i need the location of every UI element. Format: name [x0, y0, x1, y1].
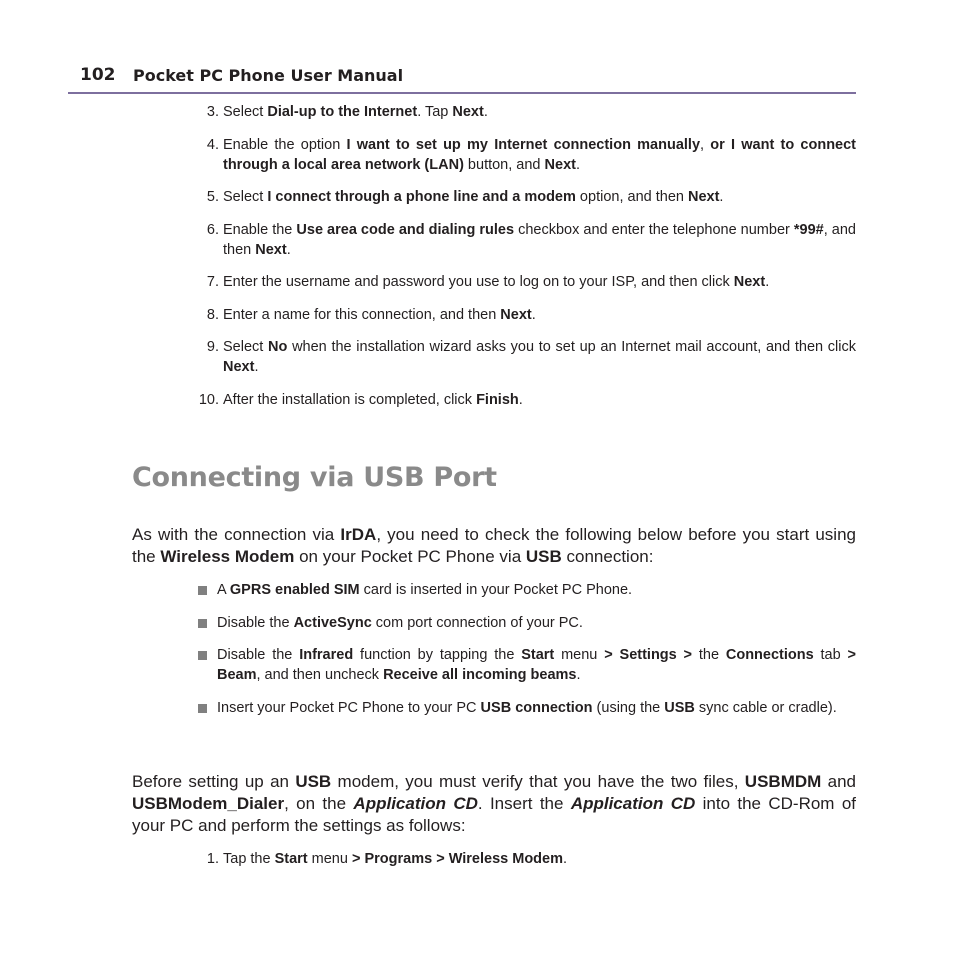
- bold-term: Receive all incoming beams: [383, 667, 577, 683]
- step-number: 1.: [206, 851, 219, 867]
- manual-title: Pocket PC Phone User Manual: [133, 66, 404, 85]
- bold-term: Use area code and dialing rules: [296, 221, 515, 238]
- checklist-item: [197, 645, 856, 685]
- bold-term: USB: [664, 699, 695, 716]
- step-number: 10.: [198, 391, 219, 408]
- bold-term: > Settings >: [604, 647, 693, 663]
- steps-list: [190, 102, 856, 422]
- text-run: .: [765, 274, 770, 290]
- step-number: 4.: [206, 136, 219, 153]
- text-run: connection:: [561, 547, 654, 566]
- text-run: Enable the option: [223, 136, 347, 153]
- text-run: , and then: [223, 221, 856, 258]
- text-run: tab: [813, 647, 848, 663]
- step-item: [190, 102, 856, 122]
- bold-term: Finish: [476, 391, 519, 408]
- bold-term: USB connection: [480, 699, 593, 716]
- checklist-item: [197, 613, 856, 633]
- text-run: on your Pocket PC Phone via: [294, 547, 526, 566]
- bold-term: Next: [255, 241, 287, 258]
- text-run: (using the: [592, 699, 665, 716]
- text-run: As with the connection via: [132, 525, 341, 544]
- step-item: [190, 849, 856, 869]
- bold-term: Wireless Modem: [160, 547, 295, 566]
- step-number: 3.: [206, 104, 219, 120]
- text-run: .: [575, 156, 580, 173]
- step-item: [190, 220, 856, 260]
- text-run: com port connection of your PC.: [371, 614, 583, 631]
- page-number: 102: [80, 65, 116, 85]
- intro-paragraph: [132, 524, 856, 568]
- bold-term: GPRS enabled SIM: [229, 582, 360, 598]
- bold-term: USBModem_Dialer: [132, 794, 285, 813]
- text-run: , on the: [284, 794, 354, 813]
- bold-term: Next: [544, 156, 576, 173]
- text-run: Enter the username and password you use to log on to your ISP, and then click: [223, 274, 734, 290]
- text-run: ,: [700, 136, 711, 153]
- square-bullet-icon: [198, 586, 207, 595]
- text-run: Before setting up an: [132, 772, 296, 791]
- square-bullet-icon: [198, 651, 207, 660]
- bold-term: Dial-up to the Internet: [267, 104, 418, 120]
- bold-term: > Beam: [217, 647, 856, 683]
- bold-term: or I want to connect through a local area network (LAN): [223, 136, 857, 173]
- text-run: .: [531, 306, 536, 323]
- text-run: Select: [223, 339, 269, 355]
- text-run: .: [254, 359, 259, 375]
- bold-term: USB: [295, 772, 332, 791]
- bold-term: No: [268, 339, 288, 355]
- text-run: .: [286, 241, 291, 258]
- page-header: [68, 64, 856, 94]
- bold-term: ActiveSync: [293, 614, 372, 631]
- step-item: [190, 305, 856, 325]
- text-run: A: [217, 582, 230, 598]
- step-item: [190, 135, 856, 175]
- text-run: modem, you must verify that you have the two files,: [331, 772, 745, 791]
- text-run: Disable the: [217, 647, 300, 663]
- text-run: menu: [554, 647, 605, 663]
- checklist: [197, 580, 856, 730]
- bold-term: Next: [687, 189, 720, 205]
- step-item: [190, 187, 856, 207]
- text-run: card is inserted in your Pocket PC Phone.: [359, 582, 633, 598]
- text-run: option, and then: [575, 189, 688, 205]
- bold-term: > Programs > Wireless Modem: [351, 851, 563, 867]
- bold-term: USB: [525, 547, 562, 566]
- text-run: .: [563, 851, 568, 867]
- text-run: Select: [223, 189, 268, 205]
- text-run: Insert your Pocket PC Phone to your PC: [217, 699, 481, 716]
- emphasis-text: Application CD: [353, 794, 478, 813]
- bold-term: I connect through a phone line and a modem: [267, 189, 576, 205]
- text-run: and: [821, 772, 856, 791]
- text-run: . Insert the: [477, 794, 571, 813]
- text-run: .: [576, 667, 581, 683]
- step-number: 9.: [206, 339, 219, 355]
- text-run: , and then uncheck: [256, 667, 384, 683]
- bold-term: IrDA: [340, 525, 377, 544]
- bold-term: Connections: [725, 647, 814, 663]
- setup-paragraph: [132, 771, 856, 837]
- step-item: [190, 337, 856, 377]
- text-run: Enable the: [223, 221, 297, 238]
- bold-term: Infrared: [299, 647, 354, 663]
- bold-term: *99#: [793, 221, 824, 238]
- usb-steps-list: [190, 849, 856, 882]
- section-title: Connecting via USB Port: [132, 462, 497, 493]
- step-number: 6.: [206, 221, 219, 238]
- text-run: the: [692, 647, 726, 663]
- bold-term: [353, 794, 477, 813]
- text-run: button, and: [463, 156, 545, 173]
- text-run: After the installation is completed, click: [223, 391, 477, 408]
- step-number: 7.: [206, 274, 219, 290]
- bold-term: Next: [223, 359, 255, 375]
- emphasis-text: Application CD: [570, 794, 696, 813]
- bold-term: [571, 794, 695, 813]
- bold-term: Next: [733, 274, 766, 290]
- text-run: .: [719, 189, 724, 205]
- bold-term: Start: [274, 851, 308, 867]
- bold-term: USBMDM: [744, 772, 822, 791]
- bold-term: Next: [500, 306, 532, 323]
- text-run: function by tapping the: [353, 647, 522, 663]
- step-number: 5.: [206, 189, 219, 205]
- bold-term: Start: [521, 647, 555, 663]
- text-run: when the installation wizard asks you to set up an Internet mail account, and then click: [287, 339, 856, 355]
- text-run: sync cable or cradle).: [694, 699, 837, 716]
- text-run: checkbox and enter the telephone number: [514, 221, 794, 238]
- checklist-item: [197, 698, 856, 718]
- step-number: 8.: [206, 306, 219, 323]
- step-item: [190, 390, 856, 410]
- text-run: , you need to check the following below before you start using the: [132, 525, 856, 566]
- text-run: into the CD-Rom of your PC and perform the settings as follows:: [132, 794, 856, 835]
- text-run: Tap the: [223, 851, 275, 867]
- square-bullet-icon: [198, 704, 207, 713]
- text-run: Enter a name for this connection, and then: [223, 306, 501, 323]
- square-bullet-icon: [198, 619, 207, 628]
- text-run: . Tap: [417, 104, 453, 120]
- text-run: .: [483, 104, 488, 120]
- text-run: Disable the: [217, 614, 294, 631]
- text-run: Select: [223, 104, 268, 120]
- text-run: menu: [307, 851, 352, 867]
- bold-term: I want to set up my Internet connection manually: [346, 136, 701, 153]
- bold-term: Next: [452, 104, 484, 120]
- step-item: [190, 272, 856, 292]
- checklist-item: [197, 580, 856, 600]
- text-run: .: [518, 391, 523, 408]
